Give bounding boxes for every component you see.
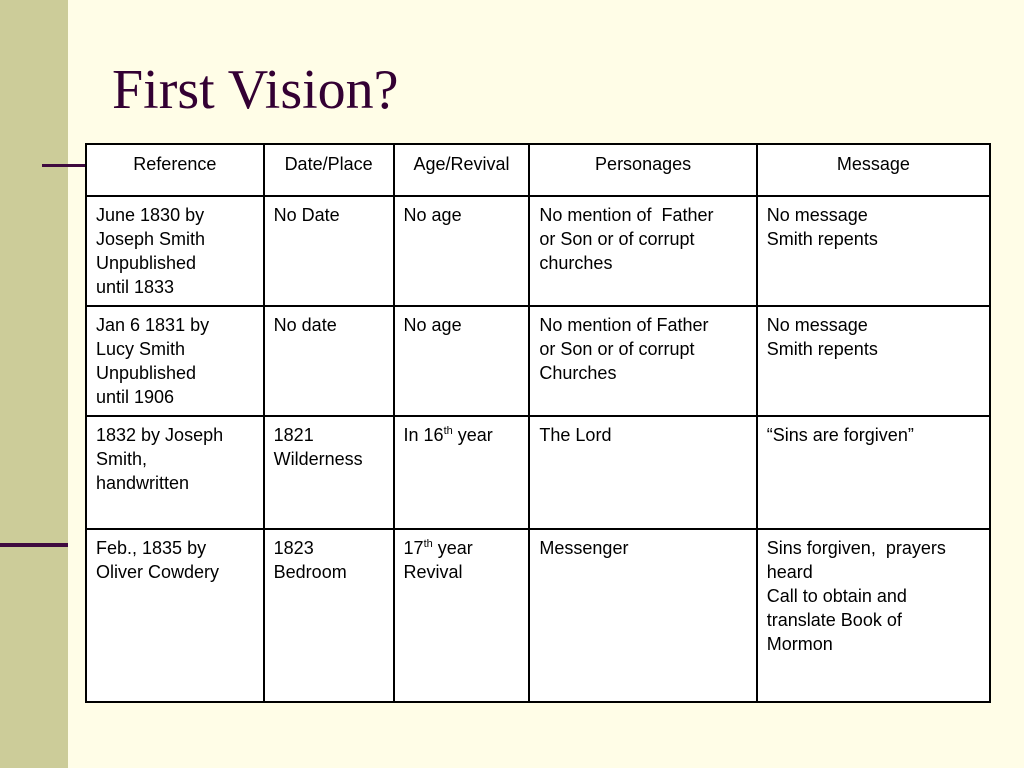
cell-line bbox=[404, 423, 520, 447]
cell-message bbox=[757, 196, 990, 306]
cell-line: translate Book of bbox=[766, 610, 902, 630]
cell-date-place bbox=[264, 196, 394, 306]
cell-date-place bbox=[264, 306, 394, 416]
cell-line: or Son or of corrupt bbox=[539, 339, 695, 359]
cell-line: until 1906 bbox=[96, 387, 175, 407]
cell-line: heard bbox=[766, 562, 813, 582]
header-age-revival: Age/Revival bbox=[394, 144, 530, 196]
cell-line: No Date bbox=[273, 205, 340, 225]
cell-line: Oliver Cowdery bbox=[96, 562, 220, 582]
cell-reference bbox=[86, 196, 264, 306]
cell-age-revival bbox=[394, 529, 530, 702]
cell-line: Unpublished bbox=[96, 253, 197, 273]
cell-personages bbox=[529, 306, 756, 416]
cell-line: “Sins are forgiven” bbox=[766, 425, 914, 445]
cell-line: Bedroom bbox=[273, 562, 347, 582]
header-reference: Reference bbox=[86, 144, 264, 196]
age-text-suffix: year bbox=[452, 425, 493, 445]
cell-line bbox=[404, 536, 520, 560]
age-text: 17 bbox=[403, 538, 424, 558]
cell-line: churches bbox=[539, 253, 613, 273]
cell-line: until 1833 bbox=[96, 277, 175, 297]
cell-line: 1821 bbox=[273, 425, 314, 445]
cell-personages bbox=[529, 196, 756, 306]
cell-line: Churches bbox=[539, 363, 617, 383]
ordinal-suffix: th bbox=[423, 538, 433, 550]
cell-line: Revival bbox=[403, 562, 463, 582]
age-text: No age bbox=[403, 205, 462, 225]
cell-line: Smith, bbox=[96, 449, 148, 469]
cell-line: June 1830 by bbox=[96, 205, 205, 225]
cell-line: No mention of Father bbox=[539, 205, 714, 225]
cell-line bbox=[404, 313, 520, 337]
cell-reference bbox=[86, 416, 264, 529]
cell-line: Call to obtain and bbox=[766, 586, 907, 606]
table-row bbox=[86, 306, 990, 416]
cell-age-revival bbox=[394, 306, 530, 416]
header-personages: Personages bbox=[529, 144, 756, 196]
table-row bbox=[86, 196, 990, 306]
cell-line: No message bbox=[766, 315, 868, 335]
table-header-row bbox=[86, 144, 990, 196]
cell-message bbox=[757, 529, 990, 702]
slide-title: First Vision? bbox=[112, 59, 399, 121]
table-row bbox=[86, 529, 990, 702]
title-accent-rule bbox=[42, 164, 90, 167]
cell-line: Smith repents bbox=[766, 229, 878, 249]
cell-line: Unpublished bbox=[96, 363, 197, 383]
table-row bbox=[86, 416, 990, 529]
cell-line: Jan 6 1831 by bbox=[96, 315, 210, 335]
cell-age-revival bbox=[394, 416, 530, 529]
cell-message bbox=[757, 306, 990, 416]
cell-line: Mormon bbox=[766, 634, 833, 654]
age-text-suffix: year bbox=[432, 538, 473, 558]
cell-reference bbox=[86, 306, 264, 416]
sidebar-accent-rule bbox=[0, 543, 68, 547]
sidebar-decoration bbox=[0, 0, 68, 768]
cell-line: No message bbox=[766, 205, 868, 225]
age-text: No age bbox=[403, 315, 462, 335]
age-text: In 16 bbox=[403, 425, 444, 445]
header-message: Message bbox=[757, 144, 990, 196]
cell-line: Wilderness bbox=[273, 449, 363, 469]
cell-reference bbox=[86, 529, 264, 702]
cell-personages bbox=[529, 416, 756, 529]
cell-line: Sins forgiven, prayers bbox=[766, 538, 946, 558]
cell-line: handwritten bbox=[96, 473, 190, 493]
cell-line: The Lord bbox=[539, 425, 612, 445]
cell-personages bbox=[529, 529, 756, 702]
cell-line: Lucy Smith bbox=[96, 339, 186, 359]
cell-message bbox=[757, 416, 990, 529]
cell-date-place bbox=[264, 529, 394, 702]
ordinal-suffix: th bbox=[443, 425, 453, 437]
cell-line: No date bbox=[273, 315, 337, 335]
cell-line: 1823 bbox=[273, 538, 314, 558]
first-vision-table bbox=[85, 143, 991, 703]
cell-line: Joseph Smith bbox=[96, 229, 206, 249]
cell-line: Feb., 1835 by bbox=[96, 538, 207, 558]
cell-line: Smith repents bbox=[766, 339, 878, 359]
cell-line: 1832 by Joseph bbox=[96, 425, 224, 445]
header-date-place: Date/Place bbox=[264, 144, 394, 196]
cell-line: or Son or of corrupt bbox=[539, 229, 695, 249]
cell-line bbox=[404, 203, 520, 227]
cell-line: No mention of Father bbox=[539, 315, 709, 335]
cell-age-revival bbox=[394, 196, 530, 306]
cell-line: Messenger bbox=[539, 538, 629, 558]
cell-date-place bbox=[264, 416, 394, 529]
